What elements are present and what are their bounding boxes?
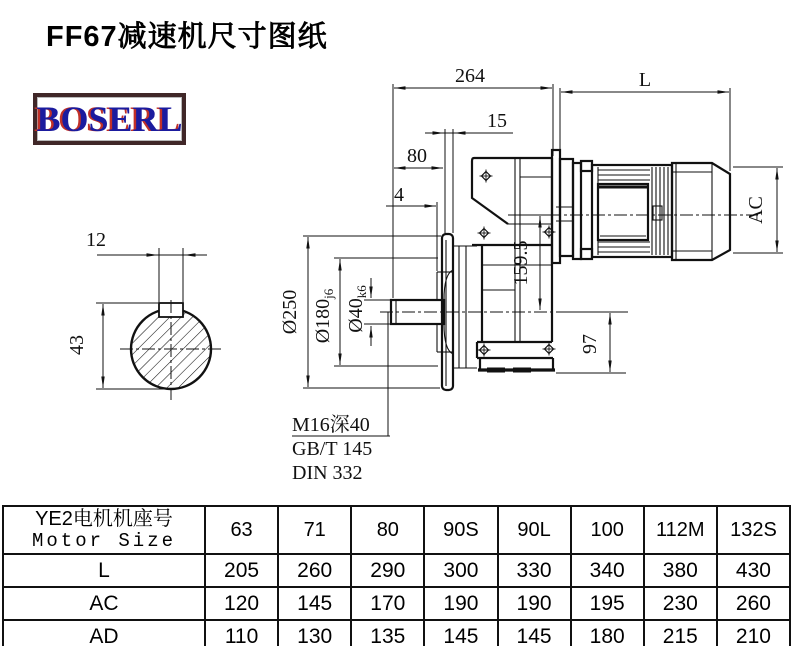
row-label: AD bbox=[3, 620, 205, 646]
dimensions bbox=[279, 65, 783, 484]
table-cell: 110 bbox=[205, 620, 278, 646]
table-cell: 145 bbox=[278, 587, 351, 620]
col-header: 100 bbox=[571, 506, 644, 554]
bolt-mark bbox=[478, 227, 491, 240]
gearbox-side-view bbox=[279, 65, 783, 484]
table-row-L bbox=[3, 554, 790, 587]
col-header: 90L bbox=[498, 506, 571, 554]
table-cell: 290 bbox=[351, 554, 424, 587]
table-cell: 205 bbox=[205, 554, 278, 587]
table-row-AC bbox=[3, 587, 790, 620]
row-label: L bbox=[3, 554, 205, 587]
table-cell: 260 bbox=[278, 554, 351, 587]
note-std-gb: GB/T 145 bbox=[292, 438, 373, 460]
col-header: 132S bbox=[717, 506, 790, 554]
table-cell: 380 bbox=[644, 554, 717, 587]
table-cell: 135 bbox=[351, 620, 424, 646]
dim-d40-label: $Ø40_{k6}$ bbox=[345, 285, 369, 333]
dim-4-label: 4 bbox=[394, 184, 404, 206]
table-row-AD bbox=[3, 620, 790, 646]
table-cell: 340 bbox=[571, 554, 644, 587]
table-cell: 330 bbox=[498, 554, 571, 587]
fan-cowl bbox=[672, 163, 730, 260]
table-cell: 430 bbox=[717, 554, 790, 587]
header-en: Motor Size bbox=[31, 529, 177, 552]
motor-size-table bbox=[2, 505, 791, 646]
shaft-section-view bbox=[66, 229, 224, 400]
note-std-din: DIN 332 bbox=[292, 462, 363, 484]
page-title: FF67减速机尺寸图纸 bbox=[46, 21, 328, 53]
brand-logo-text: BOSERL bbox=[36, 99, 183, 139]
bolt-mark bbox=[480, 170, 493, 183]
table-cell: 300 bbox=[424, 554, 497, 587]
table-cell: 195 bbox=[571, 587, 644, 620]
bolt-mark bbox=[543, 226, 556, 239]
header-cn: YE2电机机座号 bbox=[35, 507, 173, 530]
dim-d250-label: Ø250 bbox=[279, 289, 301, 335]
table-cell: 145 bbox=[498, 620, 571, 646]
dim-AC-label: AC bbox=[745, 196, 767, 224]
table-cell: 170 bbox=[351, 587, 424, 620]
bolt-mark bbox=[478, 344, 491, 357]
table-cell: 120 bbox=[205, 587, 278, 620]
col-header: 71 bbox=[278, 506, 351, 554]
col-header: 90S bbox=[424, 506, 497, 554]
motor-stator-window bbox=[598, 184, 648, 240]
header-motor-size bbox=[3, 506, 205, 554]
bolt-mark bbox=[543, 343, 556, 356]
table-cell: 145 bbox=[424, 620, 497, 646]
col-header: 80 bbox=[351, 506, 424, 554]
table-cell: 190 bbox=[498, 587, 571, 620]
table-cell: 180 bbox=[571, 620, 644, 646]
col-header: 63 bbox=[205, 506, 278, 554]
row-label: AC bbox=[3, 587, 205, 620]
table-cell: 130 bbox=[278, 620, 351, 646]
dim-159-label: 159.5 bbox=[510, 240, 532, 286]
table-cell: 210 bbox=[717, 620, 790, 646]
table-header-row bbox=[3, 506, 790, 554]
dim-d180-label: $Ø180_{j6}$ bbox=[312, 288, 336, 344]
table-cell: 230 bbox=[644, 587, 717, 620]
dim-12-label: 12 bbox=[86, 229, 106, 251]
dim-264-label: 264 bbox=[455, 65, 485, 87]
dim-97-label: 97 bbox=[579, 334, 601, 354]
table-cell: 190 bbox=[424, 587, 497, 620]
dim-80-label: 80 bbox=[407, 145, 427, 167]
table-cell: 260 bbox=[717, 587, 790, 620]
col-header: 112M bbox=[644, 506, 717, 554]
motor bbox=[552, 150, 730, 263]
table-cell: 215 bbox=[644, 620, 717, 646]
dim-43-label: 43 bbox=[66, 335, 88, 355]
dim-15-label: 15 bbox=[487, 110, 507, 132]
dim-L-label: L bbox=[638, 69, 652, 91]
note-thread: M16深40 bbox=[292, 414, 370, 436]
